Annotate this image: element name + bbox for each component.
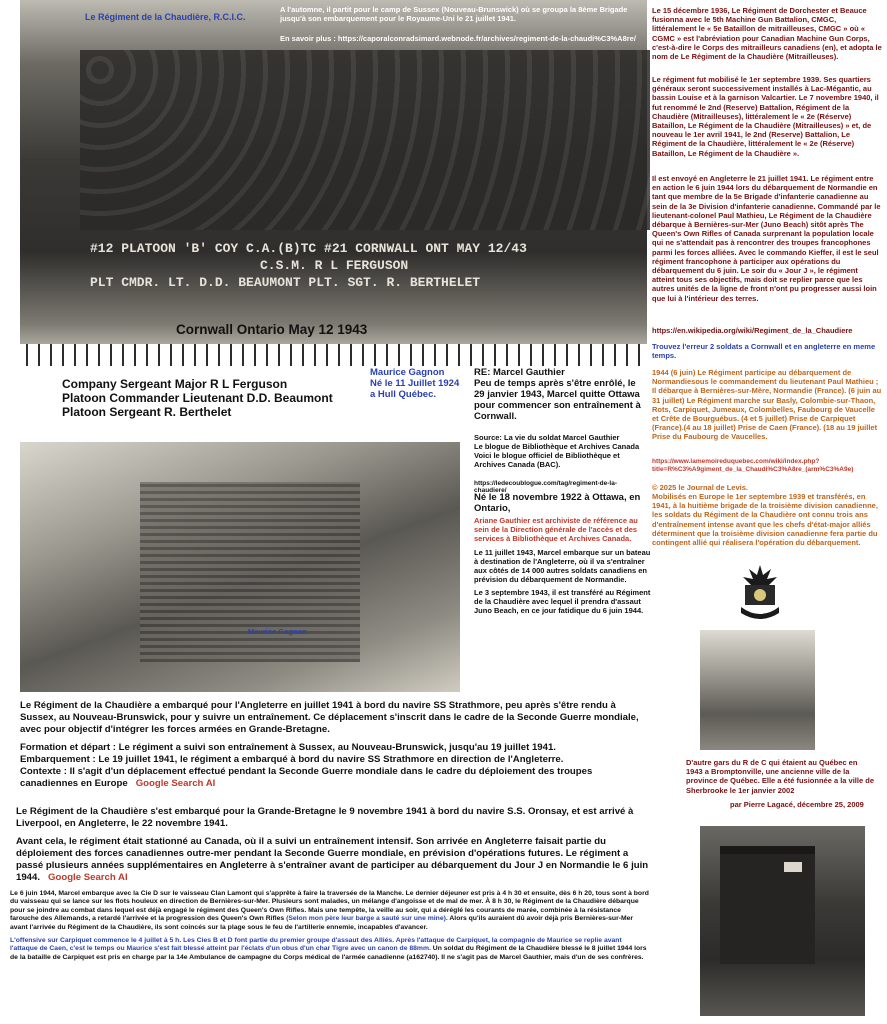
maurice-note: [370, 367, 459, 400]
dday-end: Alors qu'ils auraient dû avoir déjà pris Bernières-sur-Mer avant l'arrivée du Régiment de la Chaudière, ils sont coincés sur la plage sous le feu de l'artillerie ennemie, incapables d'avancer.: [10, 915, 634, 931]
notebook-spiral: [20, 344, 647, 366]
regiment-badge-icon: [735, 563, 785, 623]
re-block: [474, 367, 644, 422]
dday-blue-note: (Selon mon père leur barge a sauté sur une mine).: [286, 915, 448, 923]
ambulance-photo: [700, 826, 865, 1016]
bromptonville-caption: D'autre gars du R de C qui étaient au Québec en 1943 a Bromptonville, une ancienne ville de la province de Québec. Elle a été fusionnée a la ville de Sherbrooke le 1er janvier 2002: [686, 758, 874, 795]
ship-photo: [20, 442, 460, 692]
right-p1: Le 15 décembre 1936, Le Régiment de Dorchester et Beauce fusionna avec le 5th Machine Gun Battalion, CMGC, littéralement le « 5e Bataillon de mitrailleuses, CMGC » où « CGMC » est l'abréviation pour Canadian Machine Gun Corps, c'est-à-dire le Corps des mitrailleurs canadiens (en), et adopta le nom de Le Régiment de la Chaudière (Mitrailleuses).: [652, 6, 882, 62]
company-line-3: Platoon Sergeant R. Berthelet: [62, 405, 232, 419]
google-search-label-1: Google Search AI: [135, 778, 216, 789]
right-p4: Mobilisés en Europe le 1er septembre 1939 et transférés, en 1941, à la huitième brigade de la troisième division canadienne, les soldats du Régiment de la Chaudière ont connu trois ans d'entraînement intense avant que les chefs d'état-major alliés déterminent que la troisième division canadienne fera partie du contingent allié qui réalisera l'opération du débarquement.: [652, 492, 878, 548]
regiment-caption: Le Régiment de la Chaudière, R.C.I.C.: [85, 12, 246, 22]
re-text: Peu de temps après s'être enrôlé, le 29 janvier 1943, Marcel quitte Ottawa pour commencer son entraînement à Cornwall.: [474, 378, 641, 422]
company-line-2: Platoon Commander Lieutenant D.D. Beaumont: [62, 391, 333, 405]
maurice-name: Maurice Gagnon: [370, 367, 445, 378]
source-line-2: Le blogue de Bibliothèque et Archives Canada: [474, 442, 640, 451]
maurice-born: Né le 11 Juillet 1924: [370, 378, 460, 389]
oronsay-p2-wrap: [16, 836, 650, 884]
oronsay-p2: Avant cela, le régiment était stationné au Canada, où il a suivi un entraînement intensif. Son arrivée en Angleterre faisait partie du déploiement des forces canadiennes outre-mer pendant la Seconde Guerre mondiale, en prévision d'opérations futures. Le régiment a passé plusieurs années supplémentaires en Angleterre à s'entraîner avant de participer au débarquement du Jour J en Normandie le 6 juin 1944.: [16, 836, 649, 883]
more-info-link[interactable]: En savoir plus : https://caporalconradsimard.webnode.fr/archives/regiment-de-la-chaudi%C3%A8re/: [280, 34, 636, 43]
oronsay-p1: Le Régiment de la Chaudière s'est embarqué pour la Grande-Bretagne le 9 novembre 1941 à bord du navire S.S. Oronsay, et est arrivé à Liverpool, en Angleterre, le 22 novembre 1941.: [16, 806, 634, 829]
source-line-3: Voici le blogue officiel de Bibliothèque et Archives Canada (BAC).: [474, 451, 620, 469]
company-list: [62, 377, 333, 419]
plate-line-1: #12 PLATOON 'B' COY C.A.(B)TC #21 CORNWALL ONT MAY 12/43: [90, 241, 527, 256]
carpiquet-rest: Un soldat du Régiment de la Chaudière blessé le 8 juillet 1944 lors de la bataille de Carpiquet est pris en charge par la 14e Ambulance de campagne du Corps médical de l'armée canadienne (a162740). Il ne s'agit pas de Marcel Gauthier, mais d'un de ses confrères.: [10, 945, 647, 961]
top-platoon-photo: [20, 0, 647, 360]
autumn-caption: A l'automne, il partit pour le camp de Sussex (Nouveau-Brunswick) où se groupa la 8ème Brigade jusqu'à son embarquement pour le Royaume-Uni le 21 juillet 1941.: [280, 5, 628, 23]
orange-1944: 1944 (6 juin) Le Régiment participe au débarquement de Normandiesous le commandement du lieutenant Paul Mathieu ; Il débarque à Bernières-sur-Mère, Normandie (France). (6 juin au 31 juillet) Le Régiment marche sur Basly, Colombie-sur-Thaon, Rots, Carpiquet, Jumeaux, Colombelles, Faubourg de Vaucelle et Crête de Bourguébus. (4 et 5 juillet) Prise de Carpiquet (France).(4 au 18 juillet) Prise de Caen (France). (18 au 19 juillet Prise du Faubourg de Vaucelles.: [652, 368, 882, 442]
copyright: © 2025 le Journal de Levis.: [652, 483, 748, 492]
ambulance-truck: [720, 846, 815, 964]
maurice-place: a Hull Québec.: [370, 389, 436, 400]
bromptonville-photo: [700, 630, 815, 750]
strathmore-p3: Embarquement : Le 19 juillet 1941, le régiment a embarqué à bord du navire SS Strathmore en direction de l'Angleterre.: [20, 754, 564, 765]
strathmore-box: [20, 700, 647, 800]
google-search-label-2: Google Search AI: [48, 872, 128, 883]
ariane-note: Ariane Gauthier est archiviste de référence au sein de la Direction générale de l'accès et des services à Bibliothèque et Archives Canada.: [474, 516, 638, 543]
plate-line-3: PLT CMDR. LT. D.D. BEAUMONT PLT. SGT. R. BERTHELET: [90, 275, 481, 290]
byline: par Pierre Lagacé, décembre 25, 2009: [730, 800, 864, 809]
memoire-link[interactable]: https://www.lamemoireduquebec.com/wiki/index.php?title=R%C3%A9giment_de_la_Chaudi%C3%A8re_(arm%C3%A9e): [652, 458, 854, 473]
carpiquet-paragraph: [10, 937, 650, 962]
strathmore-p2: Formation et départ : Le régiment a suivi son entraînement à Sussex, au Nouveau-Brunswick, jusqu'au 19 juillet 1941.: [20, 742, 556, 753]
strathmore-p4-wrap: [20, 766, 647, 790]
company-line-1: Company Sergeant Major R L Ferguson: [62, 377, 288, 391]
strathmore-p1: Le Régiment de la Chaudière a embarqué pour l'Angleterre en juillet 1941 à bord du navire SS Strathmore, peu après s'être rendu à Sussex, au Nouveau-Brunswick, pour y suivre un entraînement. Ce déplacement s'inscrit dans le cadre de la Seconde Guerre mondiale, avec pour objectif d'intégrer les forces armées en Grande-Bretagne.: [20, 700, 639, 735]
source-title: Source: La vie du soldat Marcel Gauthier: [474, 433, 620, 442]
wiki-link[interactable]: https://en.wikipedia.org/wiki/Regiment_de_la_Chaudiere: [652, 326, 853, 335]
marcel-born: Né le 18 novembre 1922 à Ottawa, en Ontario,: [474, 492, 641, 514]
dday-text: Le 6 juin 1944, Marcel embarque avec la Cie D sur le vaisseau Clan Lamont qui s'apprête à faire la traversée de la Manche. Le dernier déjeuner est pris à 4 h 30 et ensuite, dès 6 h 20, tous sont à bord du vaisseau qui se lance sur les flots houleux en direction de Bernières-sur-Mer. Plusieurs sont malades, un mélange d'angoisse et de mal de mer. À 8 h 30, le Régiment de la Chaudière débarque pour se joindre au combat dans lequel est déjà engagé le régiment des Queen's Own Rifles. Mais une tempête, la veille au soir, qui a déréglé les courants de marée, combinée à la résistance farouche des Allemands, a retardé l'arrivée et la progression des Queen's Own Rifles: [10, 890, 649, 923]
source-url[interactable]: https://ledecoublogue.com/tag/regiment-de-la-chaudiere/: [474, 480, 618, 494]
re-title: RE: Marcel Gauthier: [474, 367, 565, 378]
july-11-paragraph: Le 11 juillet 1943, Marcel embarque sur un bateau à destination de l'Angleterre, où il va s'entraîner aux côtés de 14 000 autres soldats canadiens en prévision du débarquement de Normandie.: [474, 548, 651, 584]
cornwall-title: Cornwall Ontario May 12 1943: [176, 322, 368, 337]
strathmore-p4: Contexte : Il s'agit d'un déplacement effectué pendant la Seconde Guerre mondiale dans le cadre du déploiement des troupes canadiennes en Europe: [20, 766, 593, 789]
carpiquet-blue: L'offensive sur Carpiquet commence le 4 juillet à 5 h. Les Cies B et D font partie du premier groupe d'assaut des Alliés. Après l'attaque de Carpiquet, la compagnie de Maurice se replie avant l'attaque de Caen, c'est le temps ou Maurice s'est fait blessé atteint par l'éclats d'un obus d'un char Tigre avec un canon de 88mm.: [10, 937, 622, 953]
plate-line-2: C.S.M. R L FERGUSON: [260, 258, 409, 273]
platoon-soldiers-image: [80, 50, 650, 230]
mid-photo-label: Maurice Gagnon: [248, 627, 307, 636]
red-cross-icon: [784, 862, 802, 872]
dday-paragraph: [10, 890, 650, 932]
blue-note: Trouvez l'erreur 2 soldats a Cornwall et en angleterre en meme temps.: [652, 342, 876, 361]
photo-plate: [90, 240, 660, 310]
oronsay-box: [10, 806, 650, 962]
right-p3: Il est envoyé en Angleterre le 21 juillet 1941. Le régiment entre en action le 6 juin 1944 lors du débarquement de Normandie en tant que membre de la 5e Brigade d'infanterie canadienne au sein de la 3e Division d'infanterie canadienne. Commandé par le lieutenant-colonel Paul Mathieu, Le Régiment de la Chaudière débarque à Bernières-sur-Mer (Juno Beach) sitôt après The Queen's Own Rifles of Canada surprenant la population locale qui ne s'attendait pas à rencontrer des troupes francophones parmi les forces alliées. Avec le commando Kieffer, il est le seul régiment francophone à participer aux opérations du débarquement du 6 juin. Le soir du « Jour J », le régiment atteint tous ses objectifs, mais doit se replier parce que les autres unités de la ligne de front n'ont pu progresser aussi loin que lui à l'intérieur des terres.: [652, 174, 881, 303]
sept-3-paragraph: Le 3 septembre 1943, il est transféré au Régiment de la Chaudière avec lequel il prendra d'assaut Juno Beach, en ce jour fatidique du 6 juin 1944.: [474, 588, 651, 615]
source-block: [474, 433, 644, 469]
right-p2: Le régiment fut mobilisé le 1er septembre 1939. Ses quartiers généraux seront successivement installés à Lac-Mégantic, au bassin Louise et à la garnison Valcartier. Le 7 novembre 1940, il fut renommé le 2nd (Reserve) Battalion, Régiment de la Chaudière (Mitrailleuses), littéralement le « 2e (Réserve) Bataillon, Le Régiment de la Chaudière (Mitrailleuses) » et, de nouveau le 1er avril 1941, le 2nd (Reserve) Battalion, Le Régiment de la Chaudière, littéralement le « 2e (Réserve) Bataillon, Le Régiment de la Chaudière ».: [652, 75, 879, 158]
